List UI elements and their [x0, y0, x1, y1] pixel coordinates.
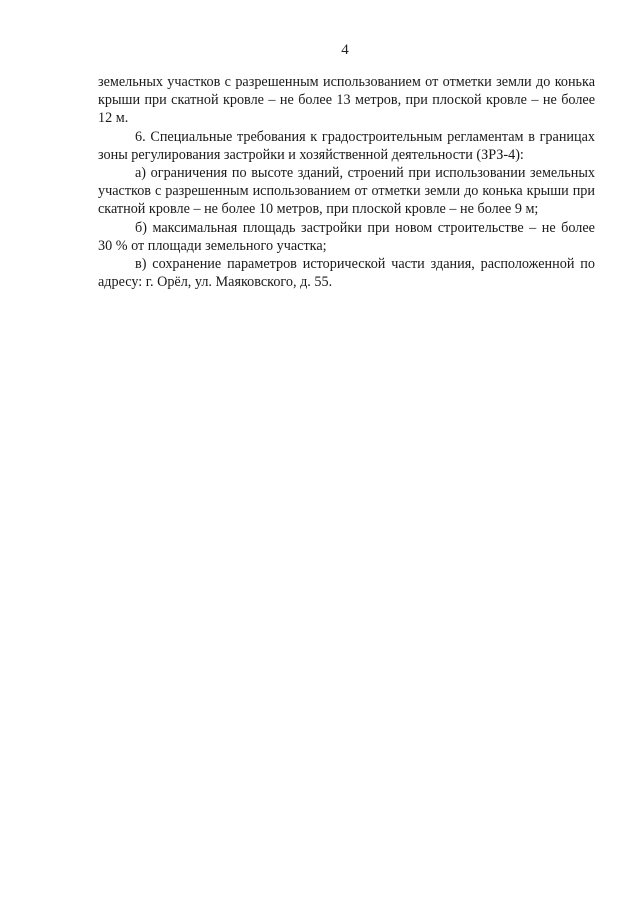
paragraph-continuation: земельных участков с разрешенным использованием от отметки земли до конька крыши при скатной кровле – не более 13 метров, при плоской кровле – не более 12 м.	[98, 74, 595, 127]
paragraph-item-b: б) максимальная площадь застройки при новом строительстве – не более 30 % от площади земельного участка;	[98, 219, 595, 254]
paragraph-item-v: в) сохранение параметров исторической части здания, расположенной по адресу: г. Орёл, ул. Маяковского, д. 55.	[98, 256, 595, 291]
document-body	[98, 73, 595, 291]
paragraph-section-6: 6. Специальные требования к градостроительным регламентам в границах зоны регулирования застройки и хозяйственной деятельности (ЗРЗ-4):	[98, 128, 595, 163]
page-number: 4	[341, 42, 349, 58]
paragraph-item-a: а) ограничения по высоте зданий, строений при использовании земельных участков с разрешенным использованием от отметки земли до конька крыши при скатной кровле – не более 10 метров, при плоской кровле – не более 9 м;	[98, 165, 595, 218]
